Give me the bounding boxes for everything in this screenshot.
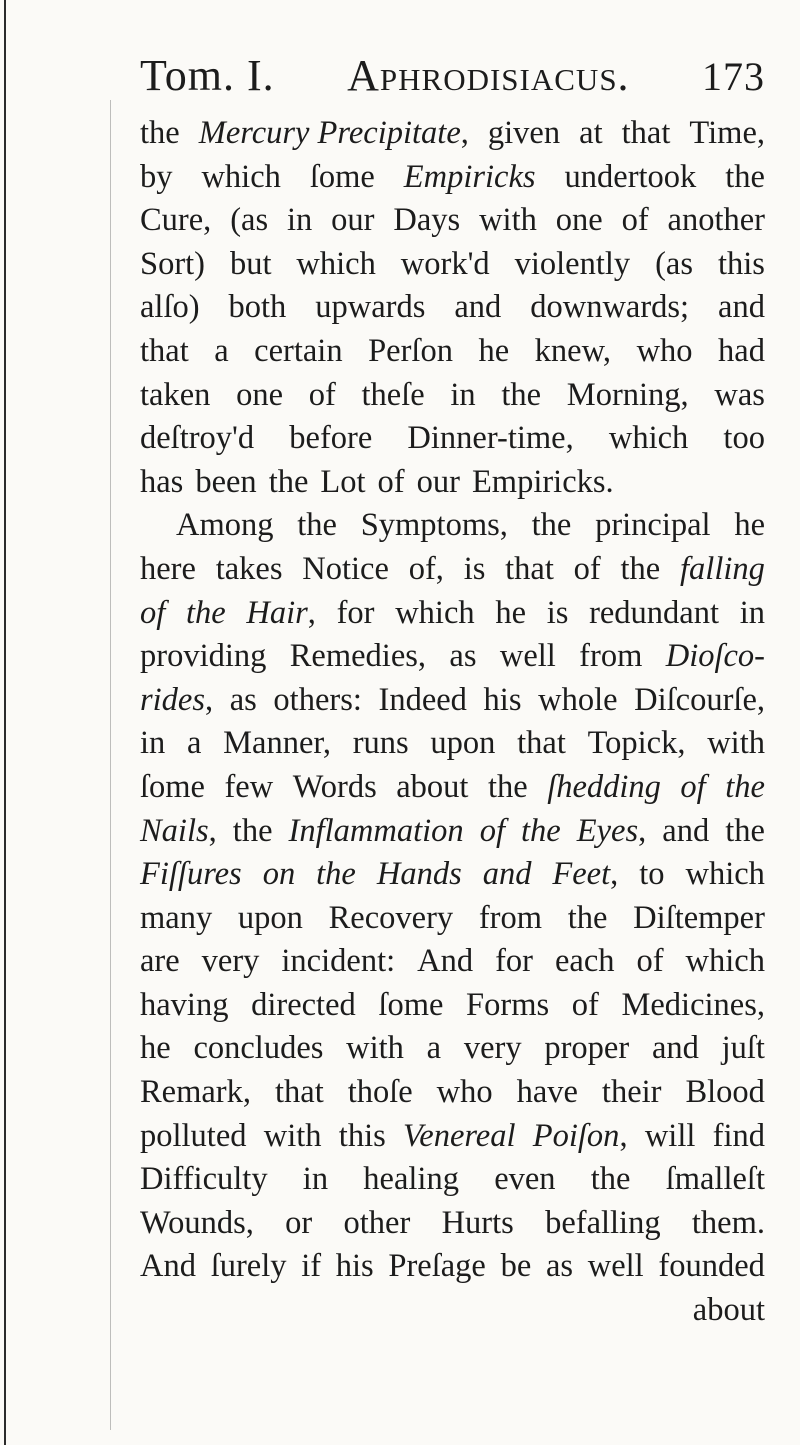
word: has <box>140 463 184 500</box>
word: that <box>517 725 566 762</box>
word: Empiricks <box>403 158 536 195</box>
word: with <box>346 1030 404 1067</box>
word: that <box>621 115 671 151</box>
text-line <box>140 940 765 984</box>
text-line <box>140 810 765 854</box>
word: which <box>685 856 765 893</box>
word: well <box>499 638 556 675</box>
header-volume: Tom. I. <box>140 51 275 100</box>
word: Words <box>292 768 377 805</box>
word: the <box>531 507 572 544</box>
word: given <box>487 115 561 151</box>
word: find <box>712 1117 765 1154</box>
word: Remedies, <box>289 638 427 675</box>
word: Manner, <box>223 725 332 762</box>
word: and <box>482 856 532 893</box>
word: Feet, <box>552 856 619 893</box>
word: their <box>601 1074 662 1111</box>
word: of <box>621 202 649 239</box>
word: undertook <box>564 158 697 195</box>
word: very <box>463 1030 522 1067</box>
word: in <box>450 376 476 413</box>
word: the <box>185 594 226 631</box>
word: them. <box>691 1204 765 1241</box>
word: Time, <box>689 115 765 151</box>
word: with <box>263 1117 322 1154</box>
word: one <box>236 376 284 413</box>
word: directed <box>251 986 356 1023</box>
word: very <box>201 943 260 980</box>
word: the <box>268 463 309 500</box>
word: had <box>718 332 765 369</box>
word: and <box>662 812 710 849</box>
word: taken <box>140 376 211 413</box>
word: which <box>608 420 689 457</box>
word: deſtroy'd <box>140 420 255 457</box>
text-line <box>140 853 765 897</box>
word: in <box>140 725 166 762</box>
word: violently <box>514 245 631 282</box>
word: the <box>725 812 765 849</box>
text-line <box>140 1158 765 1202</box>
word: even <box>494 1161 556 1198</box>
word: he <box>140 1030 171 1067</box>
text-line <box>140 1245 765 1289</box>
word: of <box>636 943 664 980</box>
word: our <box>416 463 460 500</box>
word: the <box>316 856 356 893</box>
word: in <box>739 594 765 631</box>
word: one <box>555 202 603 239</box>
word: before <box>289 420 373 457</box>
word: Days <box>393 202 461 239</box>
word: Hands <box>376 856 462 893</box>
body-text <box>140 112 765 1333</box>
word: of <box>140 594 166 631</box>
word: the <box>567 899 608 936</box>
text-line <box>140 766 765 810</box>
text-line <box>140 1027 765 1071</box>
word: healing <box>363 1161 459 1198</box>
word: the <box>725 158 765 195</box>
word: Blood <box>685 1074 765 1111</box>
text-line <box>140 199 765 243</box>
page-edge-line <box>4 0 6 1445</box>
word: Forms <box>466 986 550 1023</box>
word: (as <box>230 202 269 239</box>
word: the <box>725 768 765 805</box>
word: Mercury Precipitate, <box>198 115 469 151</box>
word: whole <box>538 681 618 718</box>
word: ſurely <box>210 1248 287 1285</box>
word: that <box>505 550 554 587</box>
word: Fiſſures <box>140 856 242 893</box>
word: having <box>140 986 229 1023</box>
word: of <box>377 463 405 500</box>
word: of <box>571 986 599 1023</box>
word: which <box>201 158 281 195</box>
word: others: <box>273 681 362 718</box>
word: Symptoms, <box>360 507 508 544</box>
word: Wounds, <box>140 1204 254 1241</box>
word: is <box>546 594 569 631</box>
word: of, <box>408 550 444 587</box>
word: have <box>516 1074 578 1111</box>
text-line <box>140 156 765 200</box>
word: this <box>717 245 765 282</box>
word: Hair, <box>246 594 316 631</box>
word: in <box>287 202 313 239</box>
word: as <box>229 681 257 718</box>
word: the <box>140 115 180 151</box>
text-line <box>140 243 765 287</box>
word: alſo) <box>140 289 200 326</box>
word: too <box>723 420 765 457</box>
word: providing <box>140 638 267 675</box>
word: downwards; <box>530 289 690 326</box>
word: of <box>479 812 505 849</box>
header-title: Aphrodisiacus. <box>347 51 630 100</box>
word: but <box>229 245 272 282</box>
word: Medicines, <box>621 986 765 1023</box>
word: will <box>644 1117 696 1154</box>
word: the <box>620 550 661 587</box>
word: Nails, <box>140 812 217 849</box>
text-line <box>140 635 765 679</box>
word: Dinner-time, <box>407 420 574 457</box>
text-line <box>140 897 765 941</box>
word: on <box>262 856 296 893</box>
word: knew, <box>534 332 612 369</box>
book-page <box>140 50 765 1333</box>
word: Topick, <box>587 725 686 762</box>
word: certain <box>254 332 343 369</box>
word: theſe <box>361 376 425 413</box>
word: with <box>479 202 537 239</box>
word: about <box>396 768 469 805</box>
word: by <box>140 158 173 195</box>
text-line <box>140 286 765 330</box>
word: And <box>140 1248 196 1285</box>
word: both <box>228 289 287 326</box>
word: Diſcourſe, <box>634 681 765 718</box>
word: many <box>140 899 213 936</box>
word: upon <box>237 899 303 936</box>
word: falling <box>680 550 765 587</box>
word: who <box>636 332 693 369</box>
word: Difficulty <box>140 1161 268 1198</box>
word: Perſon <box>368 332 453 369</box>
word: redundant <box>589 594 720 631</box>
word: his <box>335 1248 374 1285</box>
word: our <box>331 202 375 239</box>
word: a <box>186 725 202 762</box>
word: polluted <box>140 1117 247 1154</box>
text-line <box>140 984 765 1028</box>
word: the <box>297 507 337 544</box>
text-line <box>140 374 765 418</box>
word: ſhedding <box>547 768 661 805</box>
word: for <box>495 943 533 980</box>
word: which <box>395 594 475 631</box>
word: (as <box>655 245 694 282</box>
word: are <box>140 943 180 980</box>
page-number: 173 <box>702 54 765 99</box>
word: incident: <box>281 943 396 980</box>
word: a <box>426 1030 442 1067</box>
word: Among <box>176 507 274 544</box>
text-line <box>140 461 765 505</box>
text-line <box>140 1071 765 1115</box>
page-gutter-shadow <box>110 100 111 1430</box>
word: Sort) <box>140 245 205 282</box>
word: ſome <box>140 768 205 805</box>
word: as <box>545 1248 574 1285</box>
word: about <box>692 1292 765 1329</box>
word: upwards <box>315 289 426 326</box>
word: with <box>707 725 765 762</box>
word: he <box>478 332 510 369</box>
word: ſome <box>378 986 444 1023</box>
word: juſt <box>721 1030 765 1067</box>
word: concludes <box>193 1030 324 1067</box>
word: And <box>417 943 474 980</box>
running-header <box>140 50 765 108</box>
word: of <box>680 768 706 805</box>
word: Eyes, <box>576 812 647 849</box>
word: his <box>483 681 522 718</box>
word: he <box>734 507 765 544</box>
word: Notice <box>302 550 389 587</box>
word: befalling <box>545 1204 661 1241</box>
word: be <box>500 1248 532 1285</box>
word: the <box>487 768 528 805</box>
word: Indeed <box>378 681 467 718</box>
word: each <box>554 943 615 980</box>
word: the <box>232 812 273 849</box>
text-line <box>140 1202 765 1246</box>
word: and <box>454 289 502 326</box>
word: Empiricks. <box>471 463 614 500</box>
word: that <box>140 332 189 369</box>
word: which <box>296 245 376 282</box>
word: Remark, <box>140 1074 252 1111</box>
word: from <box>579 638 643 675</box>
word: of <box>308 376 336 413</box>
word: the <box>590 1161 631 1198</box>
word: that <box>274 1074 324 1111</box>
word: Cure, <box>140 202 212 239</box>
word: at <box>579 115 603 151</box>
word: founded <box>658 1248 765 1285</box>
word: other <box>343 1204 411 1241</box>
word: or <box>285 1204 313 1241</box>
word: been <box>195 463 257 500</box>
word: was <box>714 376 765 413</box>
word: and <box>718 289 765 326</box>
word: he <box>495 594 526 631</box>
text-line <box>140 417 765 461</box>
word: in <box>302 1161 329 1198</box>
word: a <box>214 332 229 369</box>
word: Inflammation <box>288 812 464 849</box>
word: takes <box>215 550 283 587</box>
word: who <box>436 1074 493 1111</box>
word: principal <box>595 507 711 544</box>
text-line <box>140 504 765 548</box>
word: the <box>521 812 561 849</box>
text-line <box>140 1115 765 1159</box>
word: work'd <box>400 245 490 282</box>
word: Venereal <box>403 1117 516 1154</box>
word: Lot <box>320 463 366 500</box>
text-line <box>140 722 765 766</box>
word: Diſtemper <box>633 899 765 936</box>
text-line <box>140 112 765 156</box>
word: Poiſon, <box>532 1117 628 1154</box>
word: well <box>587 1248 644 1285</box>
word: this <box>338 1117 386 1154</box>
word: ſome <box>309 158 375 195</box>
word: and <box>651 1030 699 1067</box>
text-line <box>140 1289 765 1333</box>
word: runs <box>352 725 409 762</box>
word: Preſage <box>388 1248 486 1285</box>
word: Recovery <box>328 899 454 936</box>
word: the <box>501 376 542 413</box>
word: here <box>140 550 196 587</box>
word: upon <box>430 725 496 762</box>
word: rides, <box>140 681 214 718</box>
text-line <box>140 592 765 636</box>
word: is <box>463 550 486 587</box>
word: few <box>224 768 274 805</box>
word: to <box>639 856 665 893</box>
word: if <box>301 1248 322 1285</box>
word: proper <box>544 1030 630 1067</box>
word: another <box>667 202 765 239</box>
word: Morning, <box>566 376 689 413</box>
word: thoſe <box>347 1074 413 1111</box>
word: Dioſco- <box>665 638 765 675</box>
word: as <box>449 638 477 675</box>
word: for <box>336 594 375 631</box>
word: from <box>478 899 543 936</box>
word: Hurts <box>441 1204 514 1241</box>
word: which <box>685 943 765 980</box>
text-line <box>140 679 765 723</box>
word: of <box>573 550 601 587</box>
word: ſmalleſt <box>665 1161 765 1198</box>
text-line <box>140 330 765 374</box>
text-line <box>140 548 765 592</box>
